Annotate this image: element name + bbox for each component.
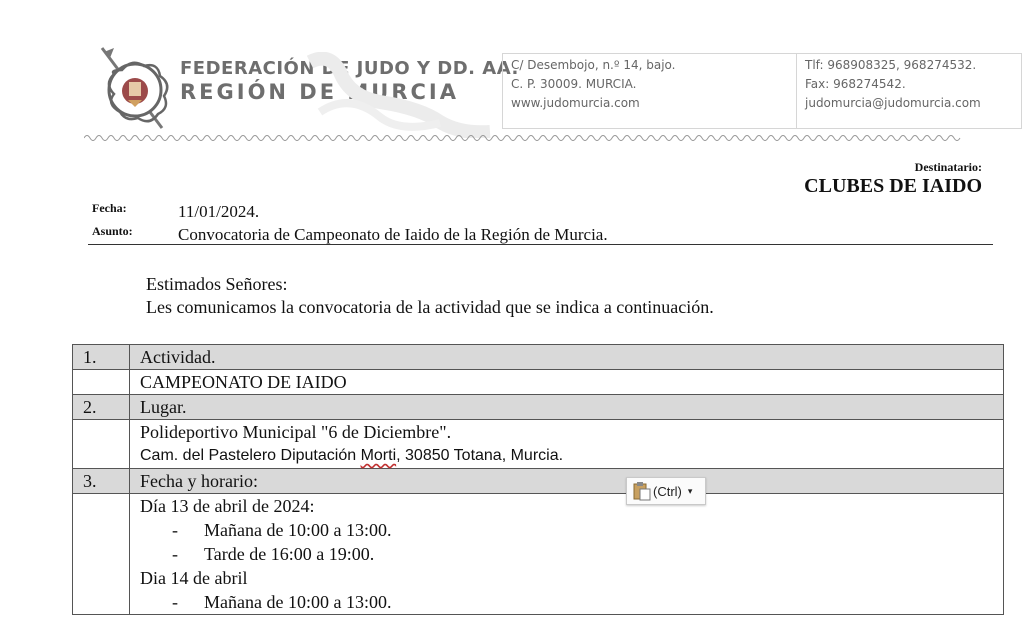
background-swirl-decoration [300,52,500,138]
venue-address-part: Cam. del Pastelero Diputación [140,447,361,464]
dash-bullet: - [172,520,178,540]
section-number: 1. [73,345,130,370]
recipient-label: Destinatario: [914,160,982,174]
empty-number-cell [73,420,130,469]
day-heading: Dia 14 de abril [140,568,248,588]
phone-line: Tlf: 968908325, 968274532. [805,58,977,72]
chevron-down-icon: ▾ [687,485,693,496]
address-line: C. P. 30009. MURCIA. [511,77,637,91]
empty-number-cell [73,494,130,615]
activity-value: CAMPEONATO DE IAIDO [130,370,1004,395]
paste-options-button[interactable] [626,477,706,505]
schedule-item: Mañana de 10:00 a 13:00. [204,592,392,612]
section-header-row [73,469,1004,494]
convocation-table [72,344,1004,615]
federation-logo [96,44,174,136]
email-line: judomurcia@judomurcia.com [805,96,981,110]
empty-number-cell [73,370,130,395]
header-wavy-divider [84,132,1020,144]
fax-line: Fax: 968274542. [805,77,906,91]
greeting: Estimados Señores: [146,274,288,294]
recipient-value: CLUBES DE IAIDO [804,175,982,197]
dash-bullet: - [172,544,178,564]
section-title: Actividad. [130,345,1004,370]
address-box [502,53,797,129]
venue-address [140,444,1003,468]
date-label: Fecha: [92,201,127,215]
federation-name-line1: FEDERACIÓN DE JUDO Y DD. AA. [180,58,519,79]
meta-divider [88,244,993,245]
section-title: Lugar. [130,395,1004,420]
subject-label: Asunto: [92,224,133,238]
section-content-row [73,420,1004,469]
date-value: 11/01/2024. [178,202,260,221]
day-heading: Día 13 de abril de 2024: [140,496,315,516]
dash-bullet: - [172,592,178,612]
venue-name: Polideportivo Municipal "6 de Diciembre". [140,422,452,442]
venue-cell [130,420,1004,469]
section-number: 2. [73,395,130,420]
clipboard-icon [631,481,653,501]
list-item [140,518,1003,542]
section-header-row [73,395,1004,420]
address-line: C/ Desembojo, n.º 14, bajo. [511,58,676,72]
subject-value: Convocatoria de Campeonato de Iaido de la Región de Murcia. [178,225,608,244]
website-line: www.judomurcia.com [511,96,640,110]
schedule-item: Mañana de 10:00 a 13:00. [204,520,392,540]
paste-options-label: (Ctrl) [653,483,682,499]
schedule-cell [130,494,1004,615]
section-number: 3. [73,469,130,494]
schedule-item: Tarde de 16:00 a 19:00. [204,544,375,564]
section-title: Fecha y horario: [130,469,1004,494]
list-item [140,590,1003,614]
list-item [140,542,1003,566]
section-content-row [73,494,1004,615]
misspelled-word[interactable]: Morti [360,447,397,464]
intro-paragraph: Les comunicamos la convocatoria de la actividad que se indica a continuación. [146,297,714,317]
section-header-row [73,345,1004,370]
venue-address-part: , 30850 Totana, Murcia. [396,447,564,464]
section-content-row [73,370,1004,395]
federation-name-line2: REGIÓN DE MURCIA [180,80,459,104]
contact-box [796,53,1022,129]
